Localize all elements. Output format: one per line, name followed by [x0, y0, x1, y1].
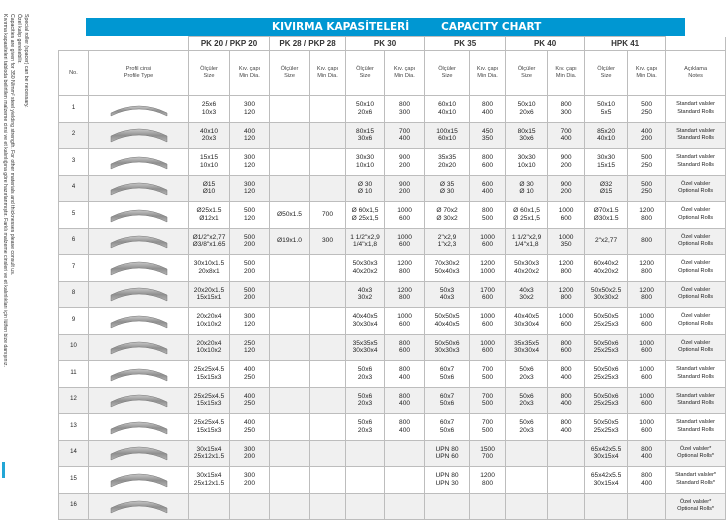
size-cell: 50x6 20x3 — [506, 361, 548, 388]
min-dia-cell: 800 400 — [470, 96, 506, 123]
header-profile-type: Profil cinsi Profile Type — [89, 51, 189, 96]
profile-image — [89, 149, 189, 176]
size-cell: 40x40x5 30x30x4 — [346, 308, 385, 335]
size-cell: 50x6 20x3 — [346, 387, 385, 414]
row-no: 1 — [59, 96, 89, 123]
header-min-dia-4: Kıv. çapı Min Dia. — [548, 51, 585, 96]
size-cell: 1 1/2"x2,9 1/4"x1,8 — [346, 228, 385, 255]
notes-cell: Özel valsler Optional Rolls — [666, 308, 726, 335]
size-cell: 1 1/2"x2,9 1/4"x1,8 — [506, 228, 548, 255]
table-row — [59, 281, 726, 308]
size-cell: Ø32 Ø15 — [585, 175, 628, 202]
table-row — [59, 255, 726, 282]
size-cell: 50x6 20x3 — [346, 414, 385, 441]
size-cell — [346, 493, 385, 520]
min-dia-cell: 300 120 — [230, 96, 270, 123]
row-no: 15 — [59, 467, 89, 494]
min-dia-cell — [310, 467, 346, 494]
size-cell — [506, 493, 548, 520]
table-row — [59, 361, 726, 388]
min-dia-cell: 800 — [628, 228, 666, 255]
min-dia-cell: 800 400 — [548, 387, 585, 414]
min-dia-cell: 1000 600 — [628, 414, 666, 441]
machine-header-row — [59, 37, 726, 51]
size-cell: Ø 60x1,5 Ø 25x1,5 — [506, 202, 548, 229]
profile-image — [89, 122, 189, 149]
table-row — [59, 175, 726, 202]
size-cell — [270, 281, 310, 308]
size-cell — [270, 175, 310, 202]
size-cell: 25x25x4.5 15x15x3 — [189, 361, 230, 388]
side-note-3: Özel kalıp gerekebilir. — [16, 14, 22, 64]
profile-image — [89, 414, 189, 441]
column-header-row — [59, 51, 726, 96]
header-size-4: Ölçüler Size — [506, 51, 548, 96]
min-dia-cell: 500 120 — [230, 202, 270, 229]
size-cell: 70x30x2 50x40x3 — [425, 255, 470, 282]
notes-cell: Özel valsler Optional Rolls — [666, 255, 726, 282]
min-dia-cell — [310, 255, 346, 282]
size-cell: 60x7 50x6 — [425, 387, 470, 414]
size-cell: 50x30x3 40x20x2 — [506, 255, 548, 282]
min-dia-cell: 1200 1000 — [470, 255, 506, 282]
size-cell: 40x3 30x2 — [506, 281, 548, 308]
min-dia-cell: 1000 350 — [548, 228, 585, 255]
size-cell: 30x30 15x15 — [585, 149, 628, 176]
size-cell — [270, 361, 310, 388]
size-cell: 25x25x4.5 15x15x3 — [189, 387, 230, 414]
notes-cell: Özel valsler Optional Rolls — [666, 202, 726, 229]
min-dia-cell: 1000 600 — [470, 308, 506, 335]
min-dia-cell — [548, 467, 585, 494]
size-cell: 35x35x5 30x30x4 — [346, 334, 385, 361]
min-dia-cell — [310, 281, 346, 308]
min-dia-cell: 500 250 — [628, 175, 666, 202]
header-size-5: Ölçüler Size — [585, 51, 628, 96]
size-cell: Ø 70x2 Ø 30x2 — [425, 202, 470, 229]
machine-pk40: PK 40 — [506, 37, 585, 51]
profile-image — [89, 467, 189, 494]
side-note-4: Special roller (spacer) can be necessary. — [23, 14, 29, 108]
size-cell: 20x20x1.5 15x15x1 — [189, 281, 230, 308]
min-dia-cell: 1000 600 — [385, 202, 425, 229]
side-note-2: Capacities are given for 350 N/mm² steel yielding strength. For other materials and thicknesses please consult us. — [9, 14, 15, 276]
min-dia-cell: 300 200 — [230, 440, 270, 467]
min-dia-cell — [310, 122, 346, 149]
min-dia-cell: 300 120 — [230, 175, 270, 202]
notes-cell: Özel valsler Optional Rolls — [666, 228, 726, 255]
size-cell — [506, 440, 548, 467]
table-row — [59, 122, 726, 149]
size-cell: 40x10 20x3 — [189, 122, 230, 149]
size-cell: 50x50x5 40x40x5 — [425, 308, 470, 335]
size-cell: 100x15 60x10 — [425, 122, 470, 149]
size-cell: Ø50x1.5 — [270, 202, 310, 229]
size-cell: 50x50x6 25x25x3 — [585, 334, 628, 361]
min-dia-cell: 700 400 — [385, 122, 425, 149]
min-dia-cell: 1000 600 — [470, 334, 506, 361]
min-dia-cell: 500 200 — [230, 255, 270, 282]
notes-cell: Standart valsler* Standard Rolls* — [666, 467, 726, 494]
min-dia-cell: 500 250 — [628, 149, 666, 176]
size-cell: 35x35 20x20 — [425, 149, 470, 176]
size-cell: 25x25x4.5 15x15x3 — [189, 414, 230, 441]
size-cell: 80x15 30x6 — [506, 122, 548, 149]
min-dia-cell: 600 400 — [470, 175, 506, 202]
min-dia-cell — [548, 493, 585, 520]
capacity-table — [58, 36, 726, 520]
table-row — [59, 96, 726, 123]
min-dia-cell: 1000 600 — [548, 308, 585, 335]
min-dia-cell — [310, 493, 346, 520]
header-size-1: Ölçüler Size — [270, 51, 310, 96]
size-cell: 50x3 40x3 — [425, 281, 470, 308]
size-cell — [270, 493, 310, 520]
machine-pk30: PK 30 — [346, 37, 425, 51]
min-dia-cell: 400 250 — [230, 361, 270, 388]
size-cell: 50x50x5 25x25x3 — [585, 414, 628, 441]
min-dia-cell — [310, 440, 346, 467]
min-dia-cell: 1200 800 — [628, 281, 666, 308]
row-no: 5 — [59, 202, 89, 229]
title-en: CAPACITY CHART — [441, 21, 542, 33]
size-cell: Ø 30 Ø 10 — [346, 175, 385, 202]
min-dia-cell: 700 400 — [548, 122, 585, 149]
min-dia-cell: 900 200 — [385, 149, 425, 176]
notes-cell: Standart valsler Standard Rolls — [666, 361, 726, 388]
size-cell: 20x20x4 10x10x2 — [189, 308, 230, 335]
size-cell: UPN 80 UPN 30 — [425, 467, 470, 494]
header-size-2: Ölçüler Size — [346, 51, 385, 96]
size-cell: 30x10x1.5 20x8x1 — [189, 255, 230, 282]
size-cell: 50x50x2.5 30x30x2 — [585, 281, 628, 308]
min-dia-cell — [310, 96, 346, 123]
size-cell: 30x30 10x10 — [506, 149, 548, 176]
header-no: No. — [59, 51, 89, 96]
min-dia-cell: 1200 800 — [548, 281, 585, 308]
min-dia-cell: 800 600 — [470, 149, 506, 176]
min-dia-cell: 1000 600 — [470, 228, 506, 255]
min-dia-cell: 900 200 — [548, 175, 585, 202]
min-dia-cell: 1000 600 — [628, 361, 666, 388]
machine-pk35: PK 35 — [425, 37, 506, 51]
min-dia-cell — [470, 493, 506, 520]
min-dia-cell — [385, 440, 425, 467]
size-cell: UPN 80 UPN 60 — [425, 440, 470, 467]
min-dia-cell — [310, 308, 346, 335]
header-notes: Açıklama Notes — [666, 51, 726, 96]
size-cell: 40x40x5 30x30x4 — [506, 308, 548, 335]
min-dia-cell: 700 — [310, 202, 346, 229]
size-cell: 15x15 10x10 — [189, 149, 230, 176]
header-min-dia-2: Kıv. çapı Min Dia. — [385, 51, 425, 96]
size-cell: 50x10 20x6 — [506, 96, 548, 123]
min-dia-cell — [310, 387, 346, 414]
size-cell — [270, 387, 310, 414]
notes-cell: Özel valsler Optional Rolls — [666, 281, 726, 308]
size-cell: 25x6 10x3 — [189, 96, 230, 123]
notes-cell: Özel valsler* Optional Rolls* — [666, 493, 726, 520]
min-dia-cell: 800 600 — [385, 334, 425, 361]
min-dia-cell: 700 500 — [470, 361, 506, 388]
min-dia-cell: 300 200 — [230, 467, 270, 494]
row-no: 2 — [59, 122, 89, 149]
row-no: 7 — [59, 255, 89, 282]
size-cell: 85x20 40x10 — [585, 122, 628, 149]
side-notes — [1, 14, 29, 367]
machine-hpk41: HPK 41 — [585, 37, 666, 51]
size-cell: 50x50x6 25x25x3 — [585, 361, 628, 388]
min-dia-cell: 1700 600 — [470, 281, 506, 308]
min-dia-cell: 300 120 — [230, 308, 270, 335]
size-cell: 50x6 20x3 — [506, 414, 548, 441]
size-cell — [270, 308, 310, 335]
min-dia-cell: 800 400 — [385, 414, 425, 441]
side-note-1: Kıvırma kapasiteleri tabloda belirtilen malzeme cinsi ve et kalınlığına göre hazırlanmıştır. Farklı malzeme cinsleri ve et kalınlıkları için lütfen bize danışınız. — [2, 14, 8, 367]
min-dia-cell: 800 600 — [548, 334, 585, 361]
header-min-dia-1: Kıv. çapı Min Dia. — [310, 51, 346, 96]
min-dia-cell: 1200 800 — [548, 255, 585, 282]
table-row — [59, 228, 726, 255]
min-dia-cell: 400 250 — [230, 387, 270, 414]
row-no: 8 — [59, 281, 89, 308]
size-cell — [585, 493, 628, 520]
min-dia-cell: 800 300 — [548, 96, 585, 123]
size-cell: Ø 60x1,5 Ø 25x1,5 — [346, 202, 385, 229]
min-dia-cell: 1000 600 — [628, 387, 666, 414]
min-dia-cell: 1000 600 — [385, 228, 425, 255]
min-dia-cell — [310, 334, 346, 361]
row-no: 13 — [59, 414, 89, 441]
size-cell: 50x10 5x5 — [585, 96, 628, 123]
size-cell — [270, 334, 310, 361]
min-dia-cell: 800 400 — [385, 361, 425, 388]
size-cell — [270, 440, 310, 467]
min-dia-cell: 500 200 — [230, 281, 270, 308]
min-dia-cell: 300 — [310, 228, 346, 255]
size-cell — [270, 467, 310, 494]
notes-cell: Özel valsler Optional Rolls — [666, 334, 726, 361]
min-dia-cell — [385, 493, 425, 520]
size-cell: 20x20x4 10x10x2 — [189, 334, 230, 361]
size-cell: Ø1/2"x2,77 Ø3/8"x1.65 — [189, 228, 230, 255]
size-cell — [346, 467, 385, 494]
min-dia-cell: 1000 600 — [628, 308, 666, 335]
size-cell: 60x10 40x10 — [425, 96, 470, 123]
size-cell: 50x10 20x6 — [346, 96, 385, 123]
size-cell: 50x50x6 25x25x3 — [585, 387, 628, 414]
size-cell: 2"x2,9 1"x2,3 — [425, 228, 470, 255]
size-cell: 80x15 30x6 — [346, 122, 385, 149]
size-cell: 50x30x3 40x20x2 — [346, 255, 385, 282]
profile-image — [89, 361, 189, 388]
table-row — [59, 493, 726, 520]
min-dia-cell: 700 500 — [470, 387, 506, 414]
min-dia-cell: 500 250 — [628, 96, 666, 123]
min-dia-cell: 1000 600 — [385, 308, 425, 335]
min-dia-cell — [310, 361, 346, 388]
table-row — [59, 202, 726, 229]
size-cell: 30x30 10x10 — [346, 149, 385, 176]
machine-pk20: PK 20 / PKP 20 — [189, 37, 270, 51]
size-cell: 30x15x4 25x12x1.5 — [189, 467, 230, 494]
side-accent-bar — [2, 462, 5, 478]
row-no: 3 — [59, 149, 89, 176]
size-cell: 35x35x5 30x30x4 — [506, 334, 548, 361]
profile-image — [89, 334, 189, 361]
min-dia-cell — [385, 467, 425, 494]
min-dia-cell: 800 400 — [628, 467, 666, 494]
min-dia-cell — [310, 149, 346, 176]
row-no: 16 — [59, 493, 89, 520]
min-dia-cell: 300 120 — [230, 149, 270, 176]
row-no: 12 — [59, 387, 89, 414]
notes-cell: Standart valsler Standard Rolls — [666, 149, 726, 176]
size-cell — [270, 122, 310, 149]
size-cell — [270, 255, 310, 282]
row-no: 4 — [59, 175, 89, 202]
min-dia-cell: 1200 800 — [628, 255, 666, 282]
size-cell — [189, 493, 230, 520]
min-dia-cell: 1200 800 — [385, 281, 425, 308]
row-no: 11 — [59, 361, 89, 388]
header-min-dia-0: Kıv. çapı Min Dia. — [230, 51, 270, 96]
table-row — [59, 308, 726, 335]
title-banner — [86, 18, 685, 36]
size-cell: Ø 30 Ø 10 — [506, 175, 548, 202]
min-dia-cell: 1000 600 — [628, 334, 666, 361]
min-dia-cell: 1200 800 — [385, 255, 425, 282]
row-no: 10 — [59, 334, 89, 361]
table-body — [59, 96, 726, 520]
size-cell — [270, 96, 310, 123]
size-cell — [346, 440, 385, 467]
size-cell: 65x42x5.5 30x15x4 — [585, 467, 628, 494]
row-no: 14 — [59, 440, 89, 467]
profile-image — [89, 255, 189, 282]
min-dia-cell: 1200 800 — [470, 467, 506, 494]
notes-cell: Standart valsler Standard Rolls — [666, 122, 726, 149]
min-dia-cell — [548, 440, 585, 467]
size-cell: 50x6 20x3 — [346, 361, 385, 388]
size-cell: 30x15x4 25x12x1.5 — [189, 440, 230, 467]
min-dia-cell: 1200 800 — [628, 202, 666, 229]
header-min-dia-3: Kıv. çapı Min Dia. — [470, 51, 506, 96]
min-dia-cell — [628, 493, 666, 520]
profile-image — [89, 96, 189, 123]
min-dia-cell — [310, 175, 346, 202]
profile-image — [89, 440, 189, 467]
profile-image — [89, 281, 189, 308]
min-dia-cell: 1000 600 — [548, 202, 585, 229]
size-cell — [425, 493, 470, 520]
size-cell: 50x50x5 25x25x3 — [585, 308, 628, 335]
notes-cell: Standart valsler Standard Rolls — [666, 387, 726, 414]
size-cell: 50x50x6 30x30x3 — [425, 334, 470, 361]
header-size-0: Ölçüler Size — [189, 51, 230, 96]
size-cell: Ø 35 Ø 30 — [425, 175, 470, 202]
min-dia-cell: 700 500 — [470, 414, 506, 441]
size-cell: 60x7 50x6 — [425, 414, 470, 441]
size-cell: 65x42x5.5 30x15x4 — [585, 440, 628, 467]
table-row — [59, 334, 726, 361]
min-dia-cell: 800 400 — [628, 440, 666, 467]
min-dia-cell: 400 250 — [230, 414, 270, 441]
notes-cell: Standart valsler Standard Rolls — [666, 96, 726, 123]
min-dia-cell — [310, 414, 346, 441]
size-cell: 50x6 20x3 — [506, 387, 548, 414]
profile-image — [89, 228, 189, 255]
size-cell: Ø25x1.5 Ø12x1 — [189, 202, 230, 229]
min-dia-cell: 800 400 — [548, 361, 585, 388]
min-dia-cell: 400 200 — [628, 122, 666, 149]
header-size-3: Ölçüler Size — [425, 51, 470, 96]
profile-image — [89, 387, 189, 414]
min-dia-cell: 500 200 — [230, 228, 270, 255]
min-dia-cell: 1500 700 — [470, 440, 506, 467]
profile-image — [89, 175, 189, 202]
size-cell — [506, 467, 548, 494]
size-cell: 2"x2,77 — [585, 228, 628, 255]
profile-image — [89, 202, 189, 229]
size-cell: 60x40x2 40x20x2 — [585, 255, 628, 282]
min-dia-cell: 800 500 — [470, 202, 506, 229]
table-row — [59, 440, 726, 467]
notes-cell: Standart valsler Standard Rolls — [666, 414, 726, 441]
table-row — [59, 467, 726, 494]
machine-pk28: PK 28 / PKP 28 — [270, 37, 346, 51]
title-tr: KIVIRMA KAPASİTELERİ — [272, 21, 410, 33]
table-row — [59, 149, 726, 176]
min-dia-cell: 800 400 — [548, 414, 585, 441]
notes-cell: Özel valsler Optional Rolls — [666, 175, 726, 202]
size-cell — [270, 149, 310, 176]
min-dia-cell: 900 200 — [548, 149, 585, 176]
header-min-dia-5: Kıv. çapı Min Dia. — [628, 51, 666, 96]
size-cell: 60x7 50x6 — [425, 361, 470, 388]
min-dia-cell: 800 300 — [385, 96, 425, 123]
size-cell — [270, 414, 310, 441]
table-row — [59, 414, 726, 441]
size-cell: Ø19x1.0 — [270, 228, 310, 255]
min-dia-cell: 250 120 — [230, 334, 270, 361]
table-row — [59, 387, 726, 414]
notes-cell: Özel valsler* Optional Rolls* — [666, 440, 726, 467]
size-cell: 40x3 30x2 — [346, 281, 385, 308]
min-dia-cell: 900 200 — [385, 175, 425, 202]
profile-image — [89, 308, 189, 335]
row-no: 6 — [59, 228, 89, 255]
row-no: 9 — [59, 308, 89, 335]
size-cell: Ø15 Ø10 — [189, 175, 230, 202]
min-dia-cell: 800 400 — [385, 387, 425, 414]
min-dia-cell: 400 120 — [230, 122, 270, 149]
size-cell: Ø70x1.5 Ø30x1.5 — [585, 202, 628, 229]
profile-image — [89, 493, 189, 520]
min-dia-cell: 450 350 — [470, 122, 506, 149]
min-dia-cell — [230, 493, 270, 520]
